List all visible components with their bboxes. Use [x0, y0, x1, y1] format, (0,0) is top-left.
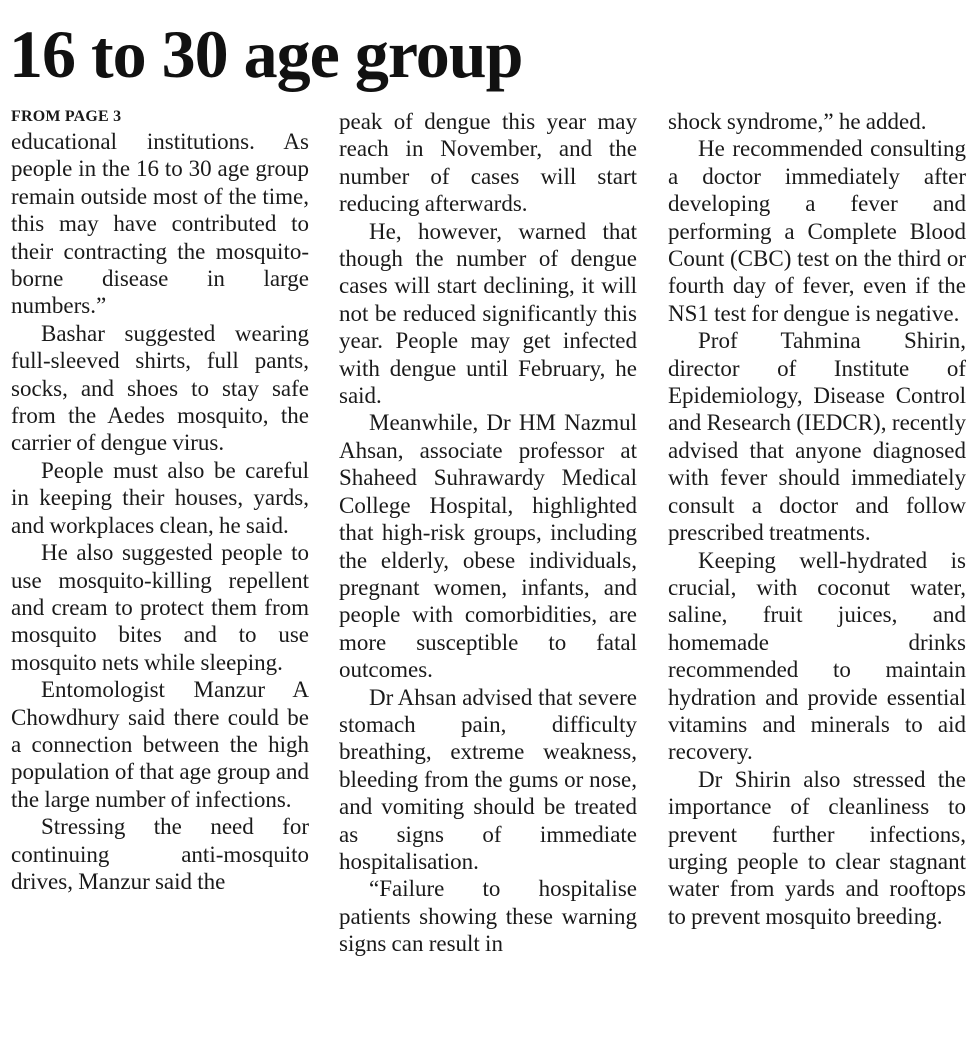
article-column-3 [668, 108, 966, 1054]
paragraph: Bashar suggested wearing full-sleeved shirts, full pants, socks, and shoes to stay safe from the Aedes mosquito, the carrier of dengue virus. [11, 320, 309, 456]
paragraph: Prof Tahmina Shirin, director of Institute of Epidemiology, Disease Control and Research (IEDCR), recently advised that anyone diagnosed with fever should immediately consult a doctor and follow prescribed treatments. [668, 328, 966, 546]
paragraph: Entomologist Manzur A Chowdhury said there could be a connection between the high population of that age group and the large number of infections. [11, 677, 309, 812]
paragraph: peak of dengue this year may reach in November, and the number of cases will start reducing afterwards. [339, 109, 637, 217]
paragraph: People must also be careful in keeping their houses, yards, and workplaces clean, he said. [11, 457, 309, 538]
paragraph: shock syndrome,” he added. [668, 109, 927, 134]
paragraph: Meanwhile, Dr HM Nazmul Ahsan, associate professor at Shaheed Suhrawardy Medical College Hospital, highlighted that high-risk groups, including the elderly, obese individuals, pregnant women, infants, and people with comorbidities, are more susceptible to fatal outcomes. [339, 410, 637, 683]
paragraph: Dr Ahsan advised that severe stomach pain, difficulty breathing, extreme weakness, bleeding from the gums or nose, and vomiting should be treated as signs of immediate hospitalisation. [339, 684, 637, 874]
paragraph: Dr Shirin also stressed the importance of cleanliness to prevent further infections, urging people to clear stagnant water from yards and rooftops to prevent mosquito breeding. [668, 766, 966, 929]
paragraph: Keeping well-hydrated is crucial, with coconut water, saline, fruit juices, and homemade drinks recommended to maintain hydration and provide essential vitamins and minerals to aid recovery. [668, 547, 966, 765]
paragraph: He, however, warned that though the number of dengue cases will start declining, it will not be reduced significantly this year. People may get infected with dengue until February, he said. [339, 218, 637, 409]
paragraph: “Failure to hospitalise patients showing these warning signs can result in [339, 876, 637, 957]
article-column-2 [339, 108, 637, 1054]
paragraph: He recommended consulting a doctor immediately after developing a fever and performing a Complete Blood Count (CBC) test on the third or fourth day of fever, even if the NS1 test for dengue is negative. [668, 136, 966, 326]
paragraph: He also suggested people to use mosquito-killing repellent and cream to protect them from mosquito bites and to use mosquito nets while sleeping. [11, 540, 309, 675]
headline: 16 to 30 age group [9, 16, 523, 92]
article-column-1 [11, 106, 309, 1052]
paragraph: Stressing the need for continuing anti-mosquito drives, Manzur said the [11, 814, 309, 894]
continued-from-label: FROM PAGE 3 [11, 108, 122, 125]
paragraph: educational institutions. As people in the 16 to 30 age group remain outside most of the time, this may have contributed to their contracting the mosquito-borne disease in large numbers.” [11, 129, 309, 319]
